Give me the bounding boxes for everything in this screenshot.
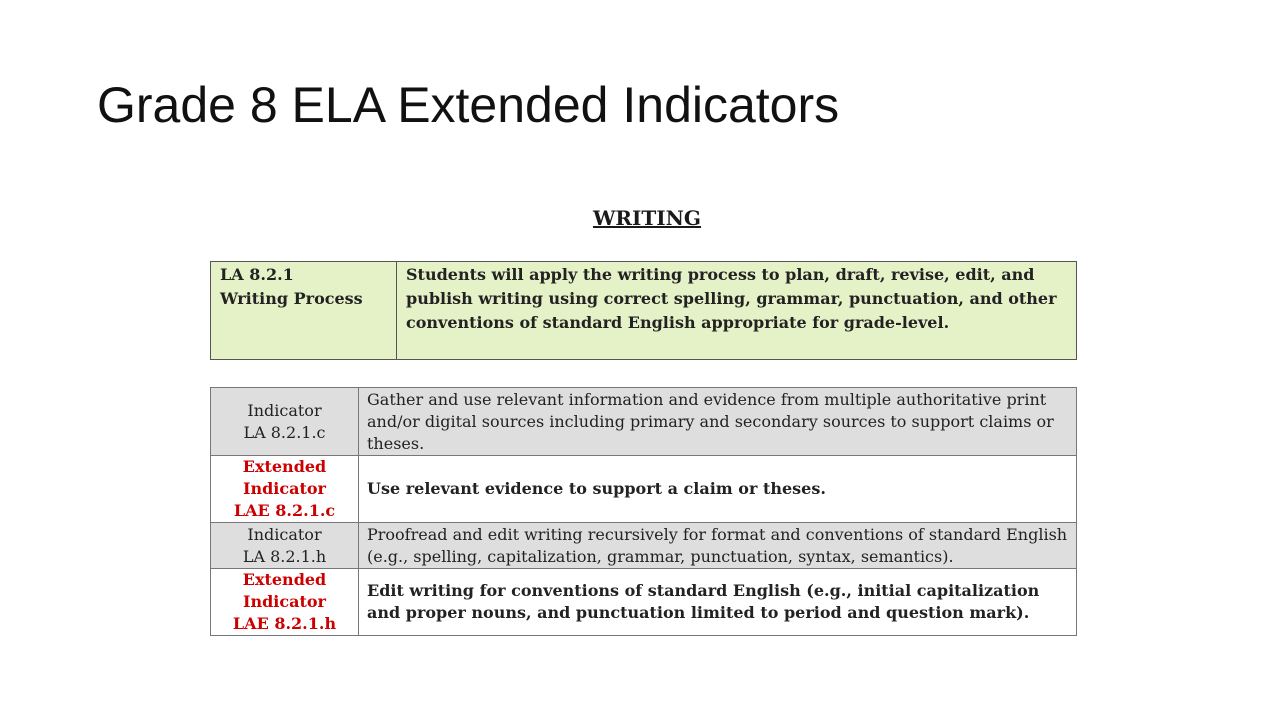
extended-code: LAE 8.2.1.c: [233, 501, 336, 520]
indicator-code: LA 8.2.1.h: [242, 546, 327, 566]
extended-label-line: Extended: [242, 570, 327, 589]
indicator-label-line: Indicator: [247, 524, 322, 544]
indicator-row-la-8-2-1-h: [211, 523, 1077, 569]
section-heading-writing: WRITING: [592, 206, 702, 230]
extended-label-line: Indicator: [243, 479, 326, 498]
slide-title: Grade 8 ELA Extended Indicators: [97, 77, 840, 133]
extended-indicator-row-lae-8-2-1-h: [211, 569, 1077, 636]
indicator-table: [210, 387, 1077, 636]
indicator-description: Gather and use relevant information and evidence from multiple authoritative print and/or digital sources including primary and secondary sources to support claims or theses.: [359, 388, 1077, 456]
extended-description: Edit writing for conventions of standard English (e.g., initial capitalization and proper nouns, and punctuation limited to period and question mark).: [359, 569, 1077, 636]
standard-table: [210, 261, 1077, 360]
indicator-description: Proofread and edit writing recursively for format and conventions of standard English (e.g., spelling, capitalization, grammar, punctuation, syntax, semantics).: [359, 523, 1077, 569]
indicator-label-cell: [211, 523, 359, 569]
extended-code: LAE 8.2.1.h: [232, 614, 337, 633]
extended-label-cell: [211, 569, 359, 636]
indicator-row-la-8-2-1-c: [211, 388, 1077, 456]
extended-label-line: Extended: [242, 457, 327, 476]
indicator-code: LA 8.2.1.c: [243, 422, 326, 442]
standard-description: Students will apply the writing process to plan, draft, revise, edit, and publish writing using correct spelling, grammar, punctuation, and other conventions of standard English appropriate for grade-level.: [397, 262, 1077, 360]
extended-indicator-row-lae-8-2-1-c: [211, 456, 1077, 523]
standard-code-cell: [211, 262, 397, 360]
extended-description: Use relevant evidence to support a claim or theses.: [359, 456, 1077, 523]
extended-label-cell: [211, 456, 359, 523]
standard-row: [211, 262, 1077, 360]
indicator-label-cell: [211, 388, 359, 456]
standard-code: LA 8.2.1: [220, 265, 294, 284]
extended-label-line: Indicator: [243, 592, 326, 611]
standard-name: Writing Process: [220, 289, 363, 308]
indicator-label-line: Indicator: [247, 400, 322, 420]
